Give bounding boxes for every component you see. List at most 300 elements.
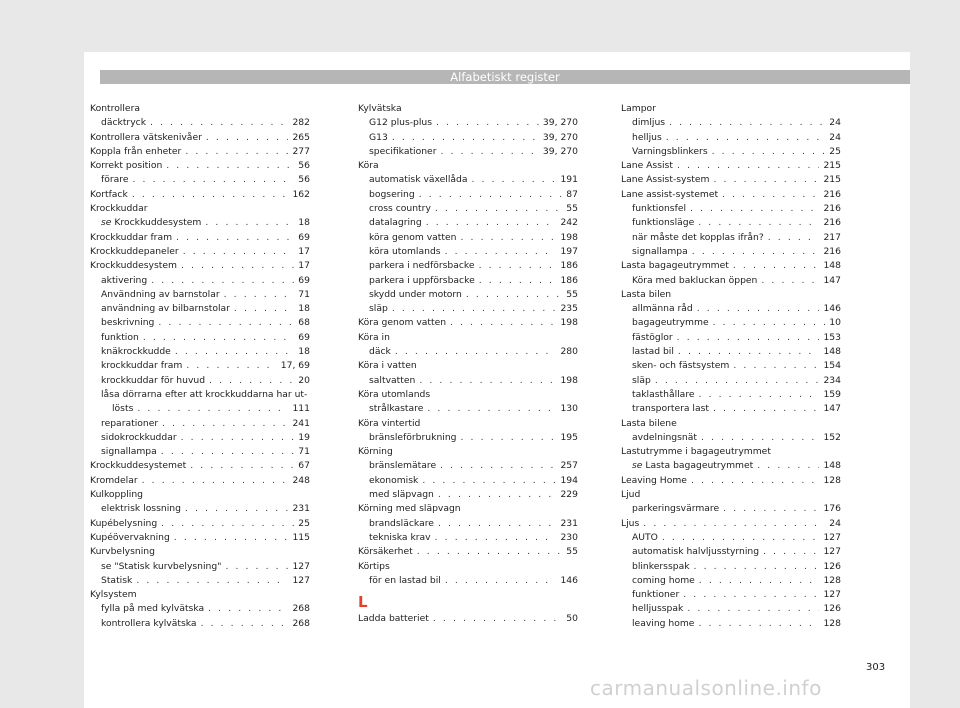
index-entry-text [90, 131, 202, 145]
index-entry-text [101, 331, 139, 345]
index-page-ref: 50 [566, 613, 578, 625]
index-entry [90, 331, 310, 345]
index-entry [621, 288, 841, 302]
index-entry-label: dimljus [632, 117, 666, 129]
index-entry [90, 560, 310, 574]
dot-leader [186, 359, 276, 373]
index-page-ref: 126 [823, 560, 841, 572]
index-page-ref: 87 [566, 188, 578, 200]
index-page-ref: 229 [560, 489, 578, 501]
index-entry [358, 612, 578, 626]
index-entry-label: Kylsystem [90, 589, 137, 601]
index-page-ref: 217 [823, 231, 841, 243]
dot-leader [697, 302, 820, 316]
index-entry [90, 245, 310, 259]
index-page-ref: 68 [298, 317, 310, 329]
index-page-ref: 71 [298, 446, 310, 458]
index-page-ref: 25 [829, 145, 841, 157]
index-entry-text [369, 274, 475, 288]
index-entry [358, 202, 578, 216]
dot-leader [132, 188, 289, 202]
dot-leader [225, 560, 288, 574]
index-column-1 [90, 102, 310, 631]
index-entry-text [358, 612, 429, 626]
index-entry [358, 116, 578, 130]
index-entry [90, 459, 310, 473]
index-entry [621, 302, 841, 316]
index-entry-label: helljus [632, 131, 662, 143]
index-entry [621, 474, 841, 488]
index-entry [621, 488, 841, 502]
index-page-ref: 17 [298, 245, 310, 257]
index-entry [90, 617, 310, 631]
dot-leader [691, 474, 820, 488]
dot-leader [438, 517, 557, 531]
dot-leader [174, 531, 289, 545]
index-entry [358, 302, 578, 316]
index-entry [358, 417, 578, 431]
dot-leader [445, 245, 557, 259]
index-entry [90, 431, 310, 445]
index-entry-text [632, 316, 709, 330]
index-entry-label: Kromdelar [90, 474, 138, 486]
index-entry-text [369, 302, 388, 316]
index-entry [90, 159, 310, 173]
index-entry-text [632, 216, 694, 230]
index-entry-text [632, 245, 688, 259]
index-entry [621, 145, 841, 159]
index-entry-text [369, 474, 418, 488]
index-entry-label: Kupébelysning [90, 517, 158, 529]
index-entry [90, 474, 310, 488]
index-entry-text [369, 574, 441, 588]
index-entry-text [358, 417, 420, 431]
index-entry-text [90, 259, 177, 273]
index-entry [358, 459, 578, 473]
index-page-ref: 248 [292, 474, 310, 486]
index-entry-text [632, 574, 695, 588]
index-entry-label: för en lastad bil [369, 574, 441, 586]
index-entry-label: Köra vintertid [358, 417, 421, 429]
index-entry-label: Lane Assist-system [621, 174, 710, 186]
index-entry-label: tekniska krav [369, 531, 431, 543]
index-entry-text [90, 202, 148, 216]
index-entry-text [621, 417, 677, 431]
index-entry [621, 388, 841, 402]
index-entry-text [101, 617, 197, 631]
index-entry-text [90, 245, 179, 259]
dot-leader [479, 274, 557, 288]
index-entry [621, 602, 841, 616]
index-entry [621, 274, 841, 288]
index-entry-label: Körning med släpvagn [358, 503, 461, 515]
index-page-ref: 115 [292, 531, 310, 543]
index-entry [358, 402, 578, 416]
index-entry-label: däcktryck [101, 117, 147, 129]
see-reference: se [101, 217, 112, 229]
index-entry [90, 259, 310, 273]
dot-leader [479, 259, 557, 273]
dot-leader [440, 459, 556, 473]
index-entry-text [358, 316, 446, 330]
index-entry-text [101, 374, 205, 388]
index-page-ref: 198 [560, 317, 578, 329]
dot-leader [161, 517, 294, 531]
index-entry-label: skydd under motorn [369, 288, 462, 300]
index-entry-label: ekonomisk [369, 474, 419, 486]
index-entry-text [101, 116, 146, 130]
dot-leader [763, 545, 819, 559]
index-entry [621, 545, 841, 559]
dot-leader [417, 545, 563, 559]
watermark: carmanualsonline.info [590, 676, 822, 700]
index-entry-text [632, 431, 697, 445]
dot-leader [162, 417, 288, 431]
dot-leader [768, 231, 820, 245]
index-entry-text [632, 531, 658, 545]
dot-leader [666, 131, 826, 145]
index-entry [358, 259, 578, 273]
index-entry [90, 173, 310, 187]
index-entry-label: blinkersspak [632, 560, 690, 572]
index-entry-label: Lasta bagageutrymmet [621, 260, 729, 272]
index-entry-label: lösts [112, 403, 134, 415]
dot-leader [419, 374, 556, 388]
index-page-ref: 55 [566, 203, 578, 215]
index-entry-label: signallampa [632, 245, 688, 257]
index-entry-label: bogsering [369, 188, 415, 200]
index-entry [90, 274, 310, 288]
index-page-ref: 215 [823, 174, 841, 186]
index-entry-text [358, 445, 393, 459]
dot-leader [392, 131, 539, 145]
index-entry-label: fylla på med kylvätska [101, 603, 205, 615]
index-entry-text [101, 431, 177, 445]
index-page-ref: 215 [823, 160, 841, 172]
index-entry [358, 374, 578, 388]
dot-leader [683, 588, 819, 602]
index-page-ref: 39, 270 [542, 145, 578, 157]
index-page-ref: 268 [292, 603, 310, 615]
index-entry-label: leaving home [632, 617, 695, 629]
index-entry-label: taklasthållare [632, 388, 695, 400]
index-entry-text [369, 459, 436, 473]
index-entry-text [101, 445, 157, 459]
index-entry-label: avdelningsnät [632, 431, 697, 443]
index-entry [358, 345, 578, 359]
dot-leader [460, 431, 556, 445]
index-entry [358, 231, 578, 245]
index-page-ref: 130 [560, 403, 578, 415]
dot-leader [166, 159, 294, 173]
index-page-ref: 67 [298, 460, 310, 472]
index-page-ref: 265 [292, 131, 310, 143]
index-entry-label: aktivering [101, 274, 148, 286]
index-entry-label: Kontrollera vätskenivåer [90, 131, 202, 143]
index-entry-label: Köra genom vatten [358, 317, 447, 329]
index-page-ref: 146 [560, 574, 578, 586]
dot-leader [426, 216, 557, 230]
index-entry [621, 531, 841, 545]
index-page-ref: 216 [823, 203, 841, 215]
index-entry [621, 374, 841, 388]
index-entry-label: se "Statisk kurvbelysning" [101, 560, 222, 572]
index-entry-text [632, 602, 683, 616]
index-page-ref: 186 [560, 274, 578, 286]
index-entry [90, 517, 310, 531]
index-page-ref: 282 [292, 117, 310, 129]
index-page-ref: 18 [298, 346, 310, 358]
index-entry-label: Lasta bilene [621, 417, 677, 429]
index-page-ref: 159 [823, 388, 841, 400]
index-page-ref: 148 [823, 346, 841, 358]
dot-leader [435, 531, 557, 545]
dot-leader [699, 388, 820, 402]
index-page-ref: 127 [823, 589, 841, 601]
index-entry-text [632, 545, 759, 559]
index-page-ref: 24 [829, 117, 841, 129]
index-entry [358, 517, 578, 531]
index-entry-text [369, 402, 423, 416]
index-entry-text [101, 560, 221, 574]
index-entry-text [90, 588, 137, 602]
dot-leader [757, 459, 819, 473]
index-entry-label: bränsleförbrukning [369, 431, 457, 443]
index-entry-label: köra genom vatten [369, 231, 457, 243]
index-entry-label: helljusspak [632, 603, 684, 615]
index-entry-text [632, 402, 709, 416]
dot-leader [694, 560, 820, 574]
dot-leader [440, 145, 538, 159]
index-entry-label: däck [369, 346, 391, 358]
index-entry-label: Lasta bagageutrymmet [645, 460, 754, 472]
index-entry-label: kontrollera kylvätska [101, 617, 197, 629]
index-entry [90, 202, 310, 216]
index-page-ref: 153 [823, 331, 841, 343]
index-page-ref: 216 [823, 188, 841, 200]
index-entry [358, 359, 578, 373]
index-entry [621, 459, 841, 473]
index-entry-label: AUTO [632, 531, 658, 543]
index-entry-text [101, 388, 307, 402]
index-entry-text [621, 102, 656, 116]
index-page-ref: 230 [560, 531, 578, 543]
index-entry-text [101, 173, 129, 187]
index-entry-label: Ljus [621, 517, 640, 529]
index-entry-label: coming home [632, 574, 695, 586]
index-entry [358, 560, 578, 574]
dot-leader [185, 145, 288, 159]
index-entry-label: Lasta bilen [621, 288, 672, 300]
index-entry-label: Körtips [358, 560, 390, 572]
index-entry [621, 259, 841, 273]
index-entry-text [369, 488, 434, 502]
dot-leader [142, 474, 289, 488]
index-page-ref: 127 [292, 560, 310, 572]
index-entry-label: Kortfack [90, 188, 128, 200]
dot-leader [733, 259, 820, 273]
dot-leader [183, 245, 295, 259]
index-entry-label: automatisk växellåda [369, 174, 468, 186]
index-entry-text [101, 602, 204, 616]
index-letter-heading: L [358, 593, 368, 612]
index-entry-text [632, 274, 757, 288]
index-page-ref: 39, 270 [542, 117, 578, 129]
index-entry-label: Kylvätska [358, 103, 402, 114]
index-entry [90, 116, 310, 130]
dot-leader [643, 517, 825, 531]
index-entry-label: Körsäkerhet [358, 546, 413, 558]
index-page-ref: 17, 69 [280, 360, 310, 372]
index-page-ref: 128 [823, 617, 841, 629]
index-entry [358, 502, 578, 516]
index-entry [358, 245, 578, 259]
index-entry-label: Krockkuddesystem [114, 217, 202, 229]
dot-leader [435, 202, 562, 216]
index-entry-label: Krockkuddesystemet [90, 460, 187, 472]
index-entry-text [621, 488, 640, 502]
index-entry [90, 216, 310, 230]
index-entry-text [632, 131, 662, 145]
index-entry-label: Krockkuddepaneler [90, 245, 179, 257]
dot-leader [713, 316, 826, 330]
index-entry-text [632, 588, 679, 602]
index-entry-text [632, 331, 673, 345]
index-entry-text [632, 116, 665, 130]
index-entry [90, 388, 310, 402]
index-entry-label: Ljud [621, 489, 641, 501]
index-page-ref: 216 [823, 245, 841, 257]
dot-leader [699, 574, 820, 588]
index-entry-text [358, 159, 379, 173]
dot-leader [698, 216, 819, 230]
index-entry-label: låsa dörrarna efter att krockkuddarna har ut- [101, 388, 308, 400]
index-entry-text [369, 202, 431, 216]
index-entry-text [632, 345, 674, 359]
dot-leader [669, 116, 825, 130]
index-entry-label: Varningsblinkers [632, 145, 708, 157]
index-entry [90, 374, 310, 388]
index-entry [90, 402, 310, 416]
index-entry-label: transportera last [632, 403, 710, 415]
dot-leader [151, 274, 294, 288]
index-entry-label: fästöglor [632, 331, 673, 343]
index-entry-label: lastad bil [632, 346, 674, 358]
index-entry-text [90, 231, 172, 245]
index-page-ref: 71 [298, 288, 310, 300]
dot-leader [224, 288, 295, 302]
index-entry [90, 488, 310, 502]
index-entry-text [621, 517, 639, 531]
index-entry-text [101, 417, 158, 431]
index-entry [358, 102, 578, 116]
index-entry-label: saltvatten [369, 374, 416, 386]
index-page-ref: 268 [292, 617, 310, 629]
dot-leader [175, 345, 294, 359]
dot-leader [181, 431, 295, 445]
index-entry-label: cross country [369, 203, 431, 215]
index-entry [621, 188, 841, 202]
index-entry [358, 216, 578, 230]
index-entry [621, 131, 841, 145]
index-entry-label: datalagring [369, 217, 422, 229]
index-entry [358, 131, 578, 145]
index-entry [358, 288, 578, 302]
index-entry-label: Koppla från enheter [90, 145, 182, 157]
dot-leader [701, 431, 819, 445]
dot-leader [201, 617, 289, 631]
index-entry-text [369, 188, 415, 202]
index-entry-label: köra utomlands [369, 245, 441, 257]
index-page-ref: 69 [298, 274, 310, 286]
index-entry-text [632, 502, 719, 516]
index-entry-text [101, 288, 220, 302]
index-entry [90, 231, 310, 245]
dot-leader [150, 116, 288, 130]
index-entry-text [632, 388, 695, 402]
index-entry [621, 173, 841, 187]
index-entry [90, 445, 310, 459]
index-page-ref: 152 [823, 431, 841, 443]
dot-leader [208, 602, 288, 616]
index-entry-text [632, 617, 694, 631]
index-page-ref: 198 [560, 374, 578, 386]
index-page-ref: 186 [560, 260, 578, 272]
index-entry [621, 574, 841, 588]
index-page-ref: 128 [823, 474, 841, 486]
index-entry-text [632, 145, 708, 159]
index-entry [621, 116, 841, 130]
index-entry [621, 588, 841, 602]
index-entry [90, 145, 310, 159]
index-entry-label: förare [101, 174, 129, 186]
index-page-ref: 55 [566, 546, 578, 558]
index-page-ref: 127 [823, 531, 841, 543]
dot-leader [466, 288, 562, 302]
index-entry-text [358, 388, 430, 402]
index-entry [358, 331, 578, 345]
dot-leader [723, 502, 819, 516]
index-page-ref: 257 [560, 460, 578, 472]
index-entry-label: krockkuddar för huvud [101, 374, 206, 386]
index-entry-text [101, 216, 201, 230]
dot-leader [133, 173, 295, 187]
index-entry-text [632, 231, 764, 245]
index-entry-text [369, 288, 462, 302]
dot-leader [438, 488, 557, 502]
index-entry [90, 316, 310, 330]
index-entry-label: reparationer [101, 417, 159, 429]
dot-leader [461, 231, 557, 245]
index-page-ref: 127 [292, 574, 310, 586]
dot-leader [158, 316, 294, 330]
index-entry-label: Kontrollera [90, 103, 140, 114]
index-entry [358, 545, 578, 559]
index-entry-label: Köra [358, 160, 379, 172]
dot-leader [713, 402, 819, 416]
index-entry-label: krockkuddar fram [101, 360, 183, 372]
page-header: Alfabetiskt register [100, 70, 910, 84]
index-entry [621, 502, 841, 516]
index-entry [90, 102, 310, 116]
index-entry [621, 159, 841, 173]
index-entry-text [369, 431, 456, 445]
index-entry [358, 274, 578, 288]
index-page-ref: 242 [560, 217, 578, 229]
index-page-ref: 195 [560, 431, 578, 443]
index-entry [90, 574, 310, 588]
index-entry-text [101, 359, 182, 373]
